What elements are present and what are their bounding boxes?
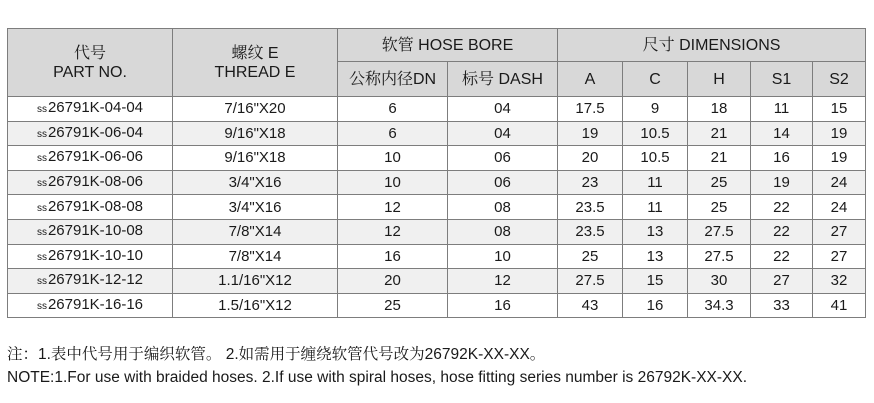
cell-a: 19 bbox=[558, 121, 623, 146]
cell-s2: 32 bbox=[813, 269, 866, 294]
cell-dn: 6 bbox=[338, 97, 448, 122]
cell-s2: 41 bbox=[813, 293, 866, 318]
part-prefix: ss bbox=[36, 202, 47, 214]
part-number: 26791K-10-10 bbox=[47, 246, 144, 264]
cell-dash: 10 bbox=[448, 244, 558, 269]
cell-s1: 27 bbox=[751, 269, 813, 294]
header-part-en: PART NO. bbox=[53, 63, 127, 81]
cell-c: 11 bbox=[623, 170, 688, 195]
cell-thread: 3/4"X16 bbox=[173, 195, 338, 220]
cell-h: 27.5 bbox=[688, 244, 751, 269]
cell-dash: 08 bbox=[448, 219, 558, 244]
cell-a: 23.5 bbox=[558, 195, 623, 220]
cell-dn: 10 bbox=[338, 146, 448, 171]
cell-s1: 22 bbox=[751, 219, 813, 244]
cell-thread: 7/8"X14 bbox=[173, 244, 338, 269]
cell-part-no bbox=[8, 244, 173, 269]
cell-h: 27.5 bbox=[688, 219, 751, 244]
cell-dn: 20 bbox=[338, 269, 448, 294]
table-row bbox=[8, 195, 866, 220]
cell-c: 13 bbox=[623, 219, 688, 244]
cell-a: 23 bbox=[558, 170, 623, 195]
header-thread-en: THREAD E bbox=[214, 63, 296, 81]
cell-part-no bbox=[8, 97, 173, 122]
cell-part-no bbox=[8, 146, 173, 171]
cell-c: 10.5 bbox=[623, 121, 688, 146]
table-row bbox=[8, 97, 866, 122]
header-thread bbox=[173, 29, 338, 97]
cell-h: 21 bbox=[688, 146, 751, 171]
spec-table-container bbox=[7, 28, 865, 318]
cell-c: 9 bbox=[623, 97, 688, 122]
cell-thread: 1.1/16"X12 bbox=[173, 269, 338, 294]
part-number: 26791K-06-06 bbox=[47, 148, 144, 166]
cell-dash: 16 bbox=[448, 293, 558, 318]
part-number: 26791K-10-08 bbox=[47, 222, 144, 240]
part-prefix: ss bbox=[36, 178, 47, 190]
table-row bbox=[8, 269, 866, 294]
header-s2: S2 bbox=[813, 62, 866, 97]
cell-s1: 11 bbox=[751, 97, 813, 122]
part-prefix: ss bbox=[36, 251, 47, 263]
cell-s1: 16 bbox=[751, 146, 813, 171]
cell-a: 20 bbox=[558, 146, 623, 171]
cell-s2: 19 bbox=[813, 146, 866, 171]
part-number: 26791K-16-16 bbox=[47, 296, 144, 314]
cell-dash: 08 bbox=[448, 195, 558, 220]
cell-a: 17.5 bbox=[558, 97, 623, 122]
cell-dn: 16 bbox=[338, 244, 448, 269]
cell-c: 10.5 bbox=[623, 146, 688, 171]
header-thread-cn: 螺纹 E bbox=[231, 44, 279, 62]
cell-c: 16 bbox=[623, 293, 688, 318]
cell-h: 30 bbox=[688, 269, 751, 294]
cell-s2: 24 bbox=[813, 170, 866, 195]
part-number: 26791K-04-04 bbox=[47, 99, 144, 117]
header-dn: 公称内径DN bbox=[338, 62, 448, 97]
part-number: 26791K-08-08 bbox=[47, 197, 144, 215]
cell-a: 25 bbox=[558, 244, 623, 269]
cell-s2: 27 bbox=[813, 244, 866, 269]
cell-s2: 27 bbox=[813, 219, 866, 244]
cell-a: 23.5 bbox=[558, 219, 623, 244]
header-h: H bbox=[688, 62, 751, 97]
cell-thread: 1.5/16"X12 bbox=[173, 293, 338, 318]
part-number: 26791K-08-06 bbox=[47, 173, 144, 191]
part-number: 26791K-06-04 bbox=[47, 123, 144, 141]
cell-part-no bbox=[8, 195, 173, 220]
cell-thread: 9/16"X18 bbox=[173, 121, 338, 146]
header-a: A bbox=[558, 62, 623, 97]
cell-s1: 22 bbox=[751, 244, 813, 269]
cell-dn: 10 bbox=[338, 170, 448, 195]
cell-thread: 3/4"X16 bbox=[173, 170, 338, 195]
part-prefix: ss bbox=[36, 153, 47, 165]
table-row bbox=[8, 170, 866, 195]
cell-h: 18 bbox=[688, 97, 751, 122]
cell-part-no bbox=[8, 293, 173, 318]
cell-a: 27.5 bbox=[558, 269, 623, 294]
cell-c: 11 bbox=[623, 195, 688, 220]
cell-dash: 12 bbox=[448, 269, 558, 294]
cell-dn: 12 bbox=[338, 195, 448, 220]
cell-s2: 24 bbox=[813, 195, 866, 220]
table-row bbox=[8, 293, 866, 318]
table-row bbox=[8, 244, 866, 269]
cell-s1: 33 bbox=[751, 293, 813, 318]
cell-s1: 22 bbox=[751, 195, 813, 220]
table-row bbox=[8, 219, 866, 244]
cell-h: 25 bbox=[688, 195, 751, 220]
cell-dn: 25 bbox=[338, 293, 448, 318]
table-row bbox=[8, 121, 866, 146]
cell-a: 43 bbox=[558, 293, 623, 318]
cell-dn: 6 bbox=[338, 121, 448, 146]
table-row bbox=[8, 146, 866, 171]
cell-h: 25 bbox=[688, 170, 751, 195]
table-header bbox=[8, 29, 866, 97]
cell-dash: 06 bbox=[448, 170, 558, 195]
header-c: C bbox=[623, 62, 688, 97]
cell-dash: 04 bbox=[448, 97, 558, 122]
table-body bbox=[8, 97, 866, 318]
cell-c: 15 bbox=[623, 269, 688, 294]
notes bbox=[7, 343, 747, 389]
cell-thread: 7/8"X14 bbox=[173, 219, 338, 244]
part-prefix: ss bbox=[36, 227, 47, 239]
note-en: NOTE:1.For use with braided hoses. 2.If use with spiral hoses, hose fitting series number is 26792K-XX-XX. bbox=[7, 369, 748, 386]
part-prefix: ss bbox=[36, 301, 47, 313]
cell-s2: 15 bbox=[813, 97, 866, 122]
cell-s2: 19 bbox=[813, 121, 866, 146]
cell-part-no bbox=[8, 219, 173, 244]
part-prefix: ss bbox=[36, 128, 47, 140]
cell-h: 34.3 bbox=[688, 293, 751, 318]
cell-dash: 06 bbox=[448, 146, 558, 171]
cell-part-no bbox=[8, 170, 173, 195]
cell-s1: 14 bbox=[751, 121, 813, 146]
part-prefix: ss bbox=[36, 104, 47, 116]
cell-part-no bbox=[8, 269, 173, 294]
cell-h: 21 bbox=[688, 121, 751, 146]
header-s1: S1 bbox=[751, 62, 813, 97]
spec-table bbox=[7, 28, 866, 318]
cell-c: 13 bbox=[623, 244, 688, 269]
cell-dn: 12 bbox=[338, 219, 448, 244]
header-hose-bore: 软管 HOSE BORE bbox=[338, 29, 558, 62]
header-part-cn: 代号 bbox=[73, 44, 106, 62]
cell-dash: 04 bbox=[448, 121, 558, 146]
cell-thread: 7/16"X20 bbox=[173, 97, 338, 122]
header-dash: 标号 DASH bbox=[448, 62, 558, 97]
cell-part-no bbox=[8, 121, 173, 146]
part-prefix: ss bbox=[36, 276, 47, 288]
part-number: 26791K-12-12 bbox=[47, 271, 144, 289]
header-dimensions: 尺寸 DIMENSIONS bbox=[558, 29, 866, 62]
cell-thread: 9/16"X18 bbox=[173, 146, 338, 171]
header-part-no bbox=[8, 29, 173, 97]
cell-s1: 19 bbox=[751, 170, 813, 195]
note-cn: 注：1.表中代号用于编织软管。 2.如需用于缠绕软管代号改为26792K-XX-XX。 bbox=[7, 346, 546, 363]
